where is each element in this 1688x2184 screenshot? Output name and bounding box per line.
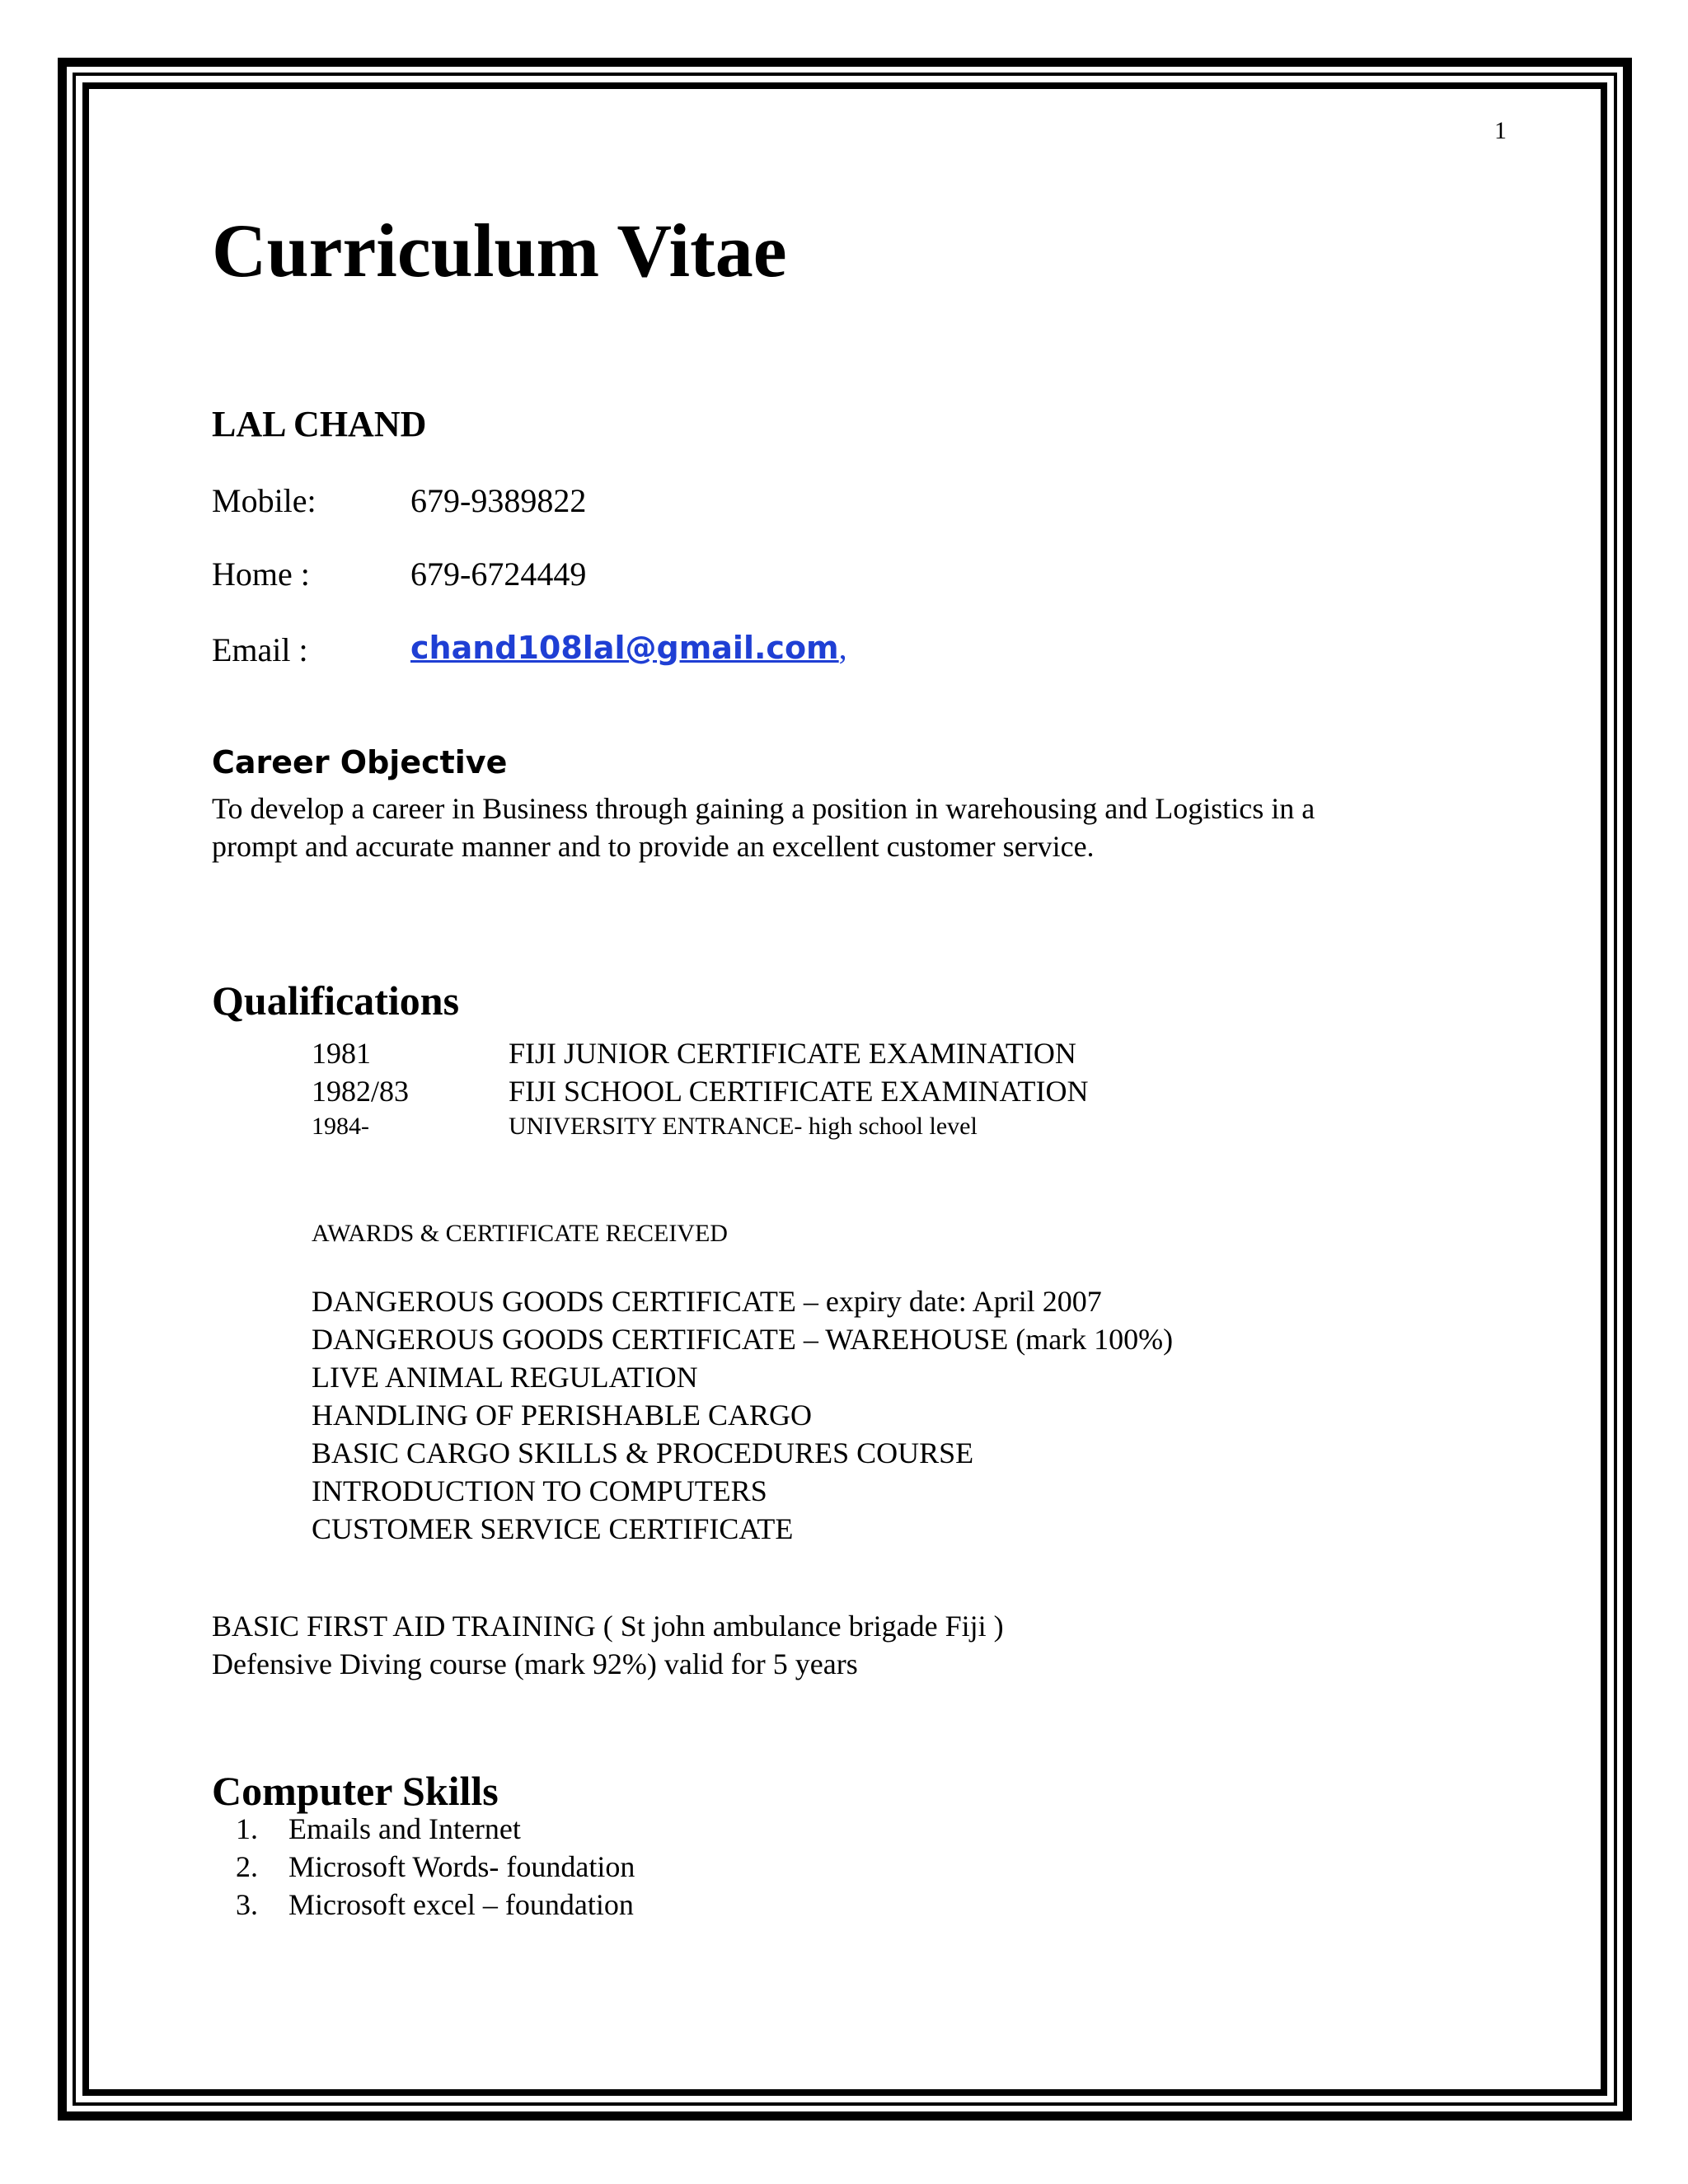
career-objective-line: prompt and accurate manner and to provide an excellent customer service.	[212, 830, 1095, 863]
skill-item	[236, 1886, 635, 1924]
award-item: BASIC CARGO SKILLS & PROCEDURES COURSE	[312, 1436, 974, 1469]
qualification-title: FIJI JUNIOR CERTIFICATE EXAMINATION	[509, 1037, 1076, 1070]
skill-number: 3.	[236, 1888, 258, 1921]
skill-text: Microsoft excel – foundation	[288, 1888, 634, 1921]
person-name: LAL CHAND	[212, 404, 427, 444]
mobile-label: Mobile:	[212, 482, 316, 519]
home-label: Home :	[212, 555, 310, 593]
training-item: Defensive Diving course (mark 92%) valid for 5 years	[212, 1647, 858, 1680]
skill-text: Emails and Internet	[288, 1812, 521, 1845]
qualification-title: FIJI SCHOOL CERTIFICATE EXAMINATION	[509, 1075, 1089, 1108]
award-item: DANGEROUS GOODS CERTIFICATE – WAREHOUSE (mark 100%)	[312, 1323, 1174, 1356]
email-value	[410, 631, 847, 664]
skill-number: 2.	[236, 1850, 258, 1883]
skill-item	[236, 1810, 635, 1848]
email-label: Email :	[212, 631, 308, 668]
computer-skills-heading: Computer Skills	[212, 1768, 499, 1814]
email-trailing-comma: ,	[838, 629, 847, 666]
qualification-year: 1981	[312, 1037, 371, 1070]
page-number: 1	[1494, 117, 1507, 144]
career-objective-heading: Career Objective	[212, 744, 508, 780]
document-title: Curriculum Vitae	[212, 209, 787, 293]
home-phone-value: 679-6724449	[410, 555, 587, 593]
career-objective-line: To develop a career in Business through gaining a position in warehousing and Logistics in a	[212, 792, 1315, 825]
additional-training-list	[212, 1607, 1004, 1683]
award-item: INTRODUCTION TO COMPUTERS	[312, 1474, 767, 1507]
mobile-value: 679-9389822	[410, 482, 587, 519]
email-link[interactable]: chand108lal@gmail.com	[410, 630, 839, 666]
career-objective-text	[212, 790, 1315, 865]
computer-skills-list	[236, 1810, 635, 1924]
award-item: HANDLING OF PERISHABLE CARGO	[312, 1399, 813, 1432]
qualifications-heading: Qualifications	[212, 977, 460, 1024]
awards-heading: AWARDS & CERTIFICATE RECEIVED	[312, 1220, 728, 1247]
skill-item	[236, 1848, 635, 1886]
award-item: DANGEROUS GOODS CERTIFICATE – expiry date: April 2007	[312, 1285, 1102, 1318]
training-item: BASIC FIRST AID TRAINING ( St john ambulance brigade Fiji )	[212, 1610, 1004, 1643]
qualification-year: 1984-	[312, 1113, 369, 1140]
award-item: LIVE ANIMAL REGULATION	[312, 1361, 698, 1394]
qualification-title: UNIVERSITY ENTRANCE- high school level	[509, 1113, 978, 1140]
skill-number: 1.	[236, 1812, 258, 1845]
awards-list	[312, 1282, 1173, 1548]
award-item: CUSTOMER SERVICE CERTIFICATE	[312, 1512, 794, 1545]
skill-text: Microsoft Words- foundation	[288, 1850, 635, 1883]
qualification-year: 1982/83	[312, 1075, 410, 1108]
